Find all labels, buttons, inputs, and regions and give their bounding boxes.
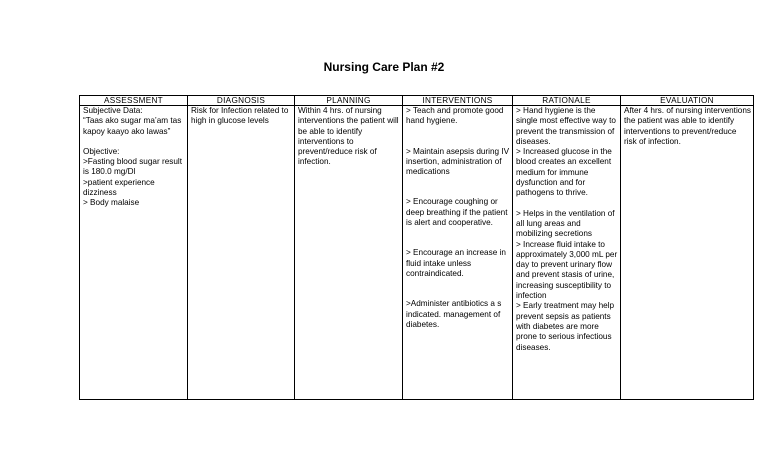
header-assessment: ASSESSMENT (80, 96, 188, 106)
rationale-item: > Hand hygiene is the single most effective way to prevent the transmission of diseases. (516, 106, 616, 146)
header-planning: PLANNING (295, 96, 403, 106)
intervention-item: > Teach and promote good hand hygiene. (406, 106, 504, 126)
rationale-item: > Increased glucose in the blood creates an excellent medium for immune dysfunction and for pathogens to thrive. (516, 147, 612, 198)
intervention-item: > Maintain asepsis during IV insertion, administration of medications (406, 146, 510, 177)
planning-cell (295, 106, 403, 400)
header-row (80, 96, 754, 106)
page-title: Nursing Care Plan #2 (323, 60, 445, 74)
header-rationale: RATIONALE (513, 96, 621, 106)
nursing-care-plan-table (79, 95, 754, 400)
rationale-cell (513, 106, 621, 400)
planning-text: Within 4 hrs. of nursing interventions the patient will be able to identify interventions to prevent/reduce risk of infection. (298, 106, 399, 167)
diagnosis-cell (188, 106, 295, 400)
intervention-item: > Encourage an increase in fluid intake unless contraindicated. (406, 248, 506, 278)
evaluation-text: After 4 hrs. of nursing interventions the patient was able to identify interventions to prevent/reduce risk of infection. (624, 106, 751, 146)
header-evaluation: EVALUATION (621, 96, 754, 106)
rationale-item: > Increase fluid intake to approximately 3,000 mL per day to prevent urinary flow and prevent stasis of urine, increasing susceptibility to infection (516, 239, 618, 301)
table-row (80, 106, 754, 400)
rationale-item: > Helps in the ventilation of all lung areas and mobilizing secretions (516, 208, 615, 239)
intervention-item: >Administer antibiotics a s indicated. management of diabetes. (406, 299, 502, 329)
header-interventions: INTERVENTIONS (403, 96, 513, 106)
evaluation-cell (621, 106, 754, 400)
interventions-cell (403, 106, 513, 400)
diagnosis-text: Risk for Infection related to high in glucose levels (191, 106, 289, 126)
header-diagnosis: DIAGNOSIS (188, 96, 295, 106)
subjective-data: Subjective Data: “Taas ako sugar ma’am tas kapoy kaayo ako lawas” (83, 106, 182, 136)
intervention-item: > Encourage coughing or deep breathing if the patient is alert and cooperative. (406, 197, 508, 228)
objective-data: Objective: >Fasting blood sugar result is 180.0 mg/Dl >patient experience dizziness > Body malaise (83, 146, 182, 208)
assessment-cell (80, 106, 188, 400)
rationale-item: > Early treatment may help prevent sepsis as patients with diabetes are more prone to serious infectious diseases. (516, 301, 615, 352)
